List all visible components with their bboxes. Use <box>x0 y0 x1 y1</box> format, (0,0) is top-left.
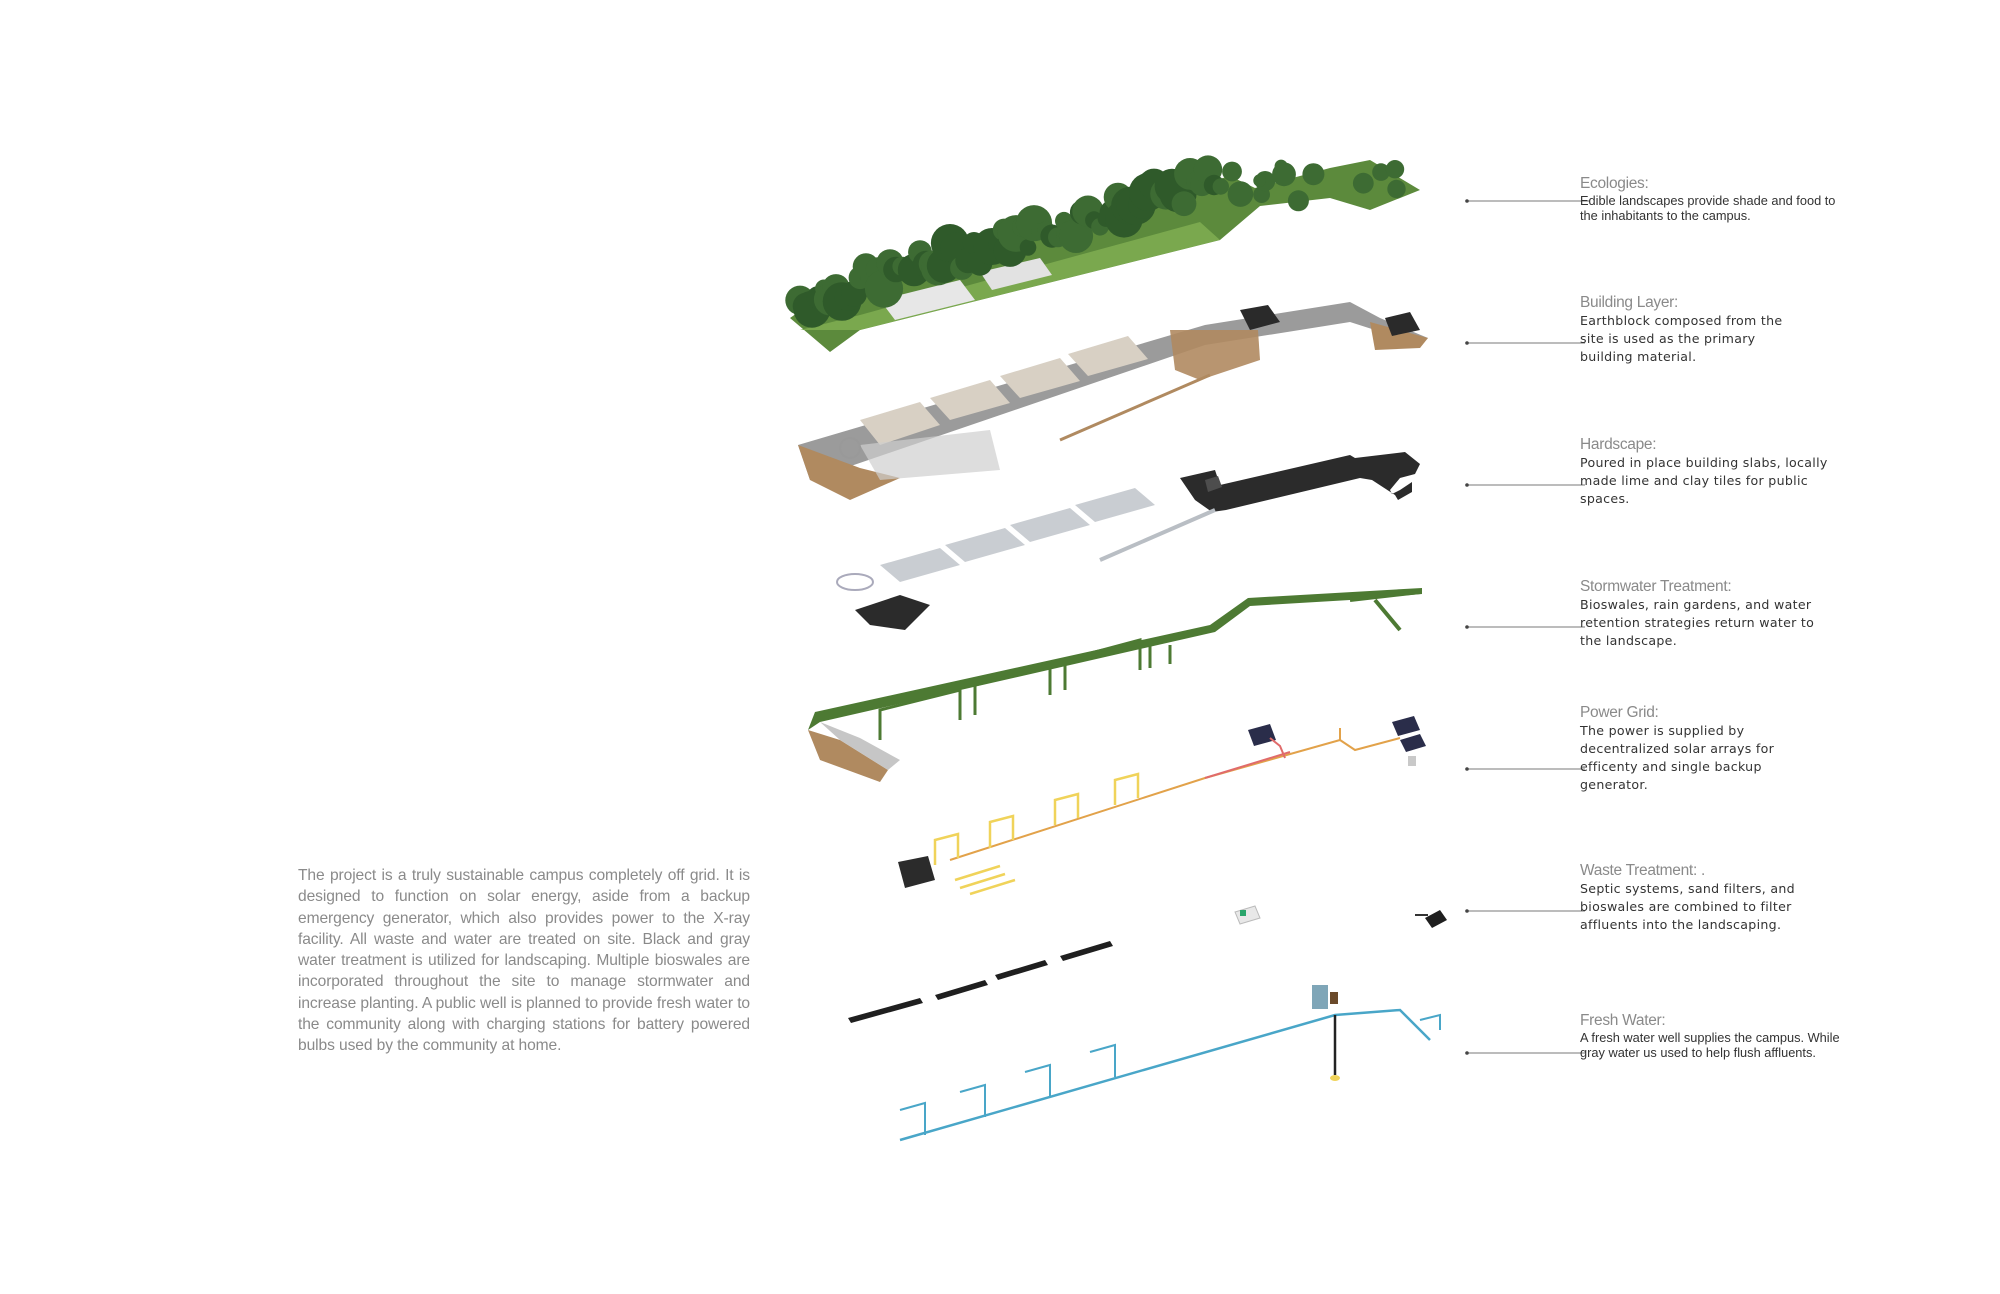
tree-icon <box>1288 190 1309 211</box>
tree-icon <box>1302 163 1324 185</box>
label-ecologies <box>1580 174 1840 223</box>
project-description: The project is a truly sustainable campus completely off grid. It is designed to function on solar energy, aside from a backup emergency generator, which also provides power to the X-ray facility. All waste and water are treated on site. Black and gray water treatment is utilized for landscaping. Multiple bioswales are incorporated throughout the site to manage stormwater and increase planting. A public well is planned to provide fresh water to the community along with charging stations for battery powered bulbs used by the community at home. <box>298 867 750 1055</box>
label-building-layer <box>1580 293 1840 366</box>
layer-title-stormwater: Stormwater Treatment: <box>1580 578 1732 595</box>
tree-icon <box>1172 191 1197 216</box>
tree-icon <box>1222 162 1242 182</box>
layer-desc-power: The power is supplied by decentralized solar arrays for efficenty and single backup generator. <box>1580 723 1775 792</box>
tree-icon <box>1228 181 1254 207</box>
label-power-grid <box>1580 703 1840 794</box>
hardscape-layer <box>837 452 1420 630</box>
layer-title-fresh-water: Fresh Water: <box>1580 1012 1666 1029</box>
hardscape-slabs <box>880 488 1155 582</box>
layer-desc-fresh-water: A fresh water well supplies the campus. While gray water us used to help flush affluents. <box>1580 1030 1840 1060</box>
tree-icon <box>1213 178 1229 194</box>
power-grid-layer <box>898 716 1426 894</box>
tree-icon <box>1387 180 1405 198</box>
layer-desc-ecologies: Edible landscapes provide shade and food to the inhabitants to the campus. <box>1580 193 1836 223</box>
label-waste-treatment <box>1580 861 1840 934</box>
layer-title-hardscape: Hardscape: <box>1580 436 1657 453</box>
power-building-loops <box>935 774 1138 894</box>
layer-title-waste: Waste Treatment: . <box>1580 862 1705 879</box>
label-fresh-water <box>1580 1011 1840 1060</box>
layer-title-building: Building Layer: <box>1580 294 1679 311</box>
layer-desc-hardscape: Poured in place building slabs, locally made lime and clay tiles for public spaces. <box>1580 455 1828 506</box>
layer-title-ecologies: Ecologies: <box>1580 175 1649 192</box>
tree-icon <box>1272 162 1296 186</box>
label-stormwater <box>1580 577 1840 650</box>
tree-icon <box>1253 174 1266 187</box>
waste-treatment-layer <box>848 906 1447 1023</box>
leader-lines <box>1467 201 1590 1053</box>
leader-dots <box>1465 199 1469 1055</box>
label-hardscape <box>1580 435 1840 508</box>
tree-icon <box>1386 160 1404 178</box>
layer-desc-building: Earthblock composed from the site is used as the primary building material. <box>1580 313 1783 364</box>
layer-desc-waste: Septic systems, sand filters, and bioswales are combined to filter affluents into the landscaping. <box>1580 881 1795 932</box>
tree-icon <box>1353 173 1374 194</box>
fresh-water-layer <box>900 985 1440 1140</box>
layer-title-power: Power Grid: <box>1580 704 1659 721</box>
layer-desc-stormwater: Bioswales, rain gardens, and water retention strategies return water to the landscape. <box>1580 597 1815 648</box>
tree-icon <box>1020 239 1037 256</box>
